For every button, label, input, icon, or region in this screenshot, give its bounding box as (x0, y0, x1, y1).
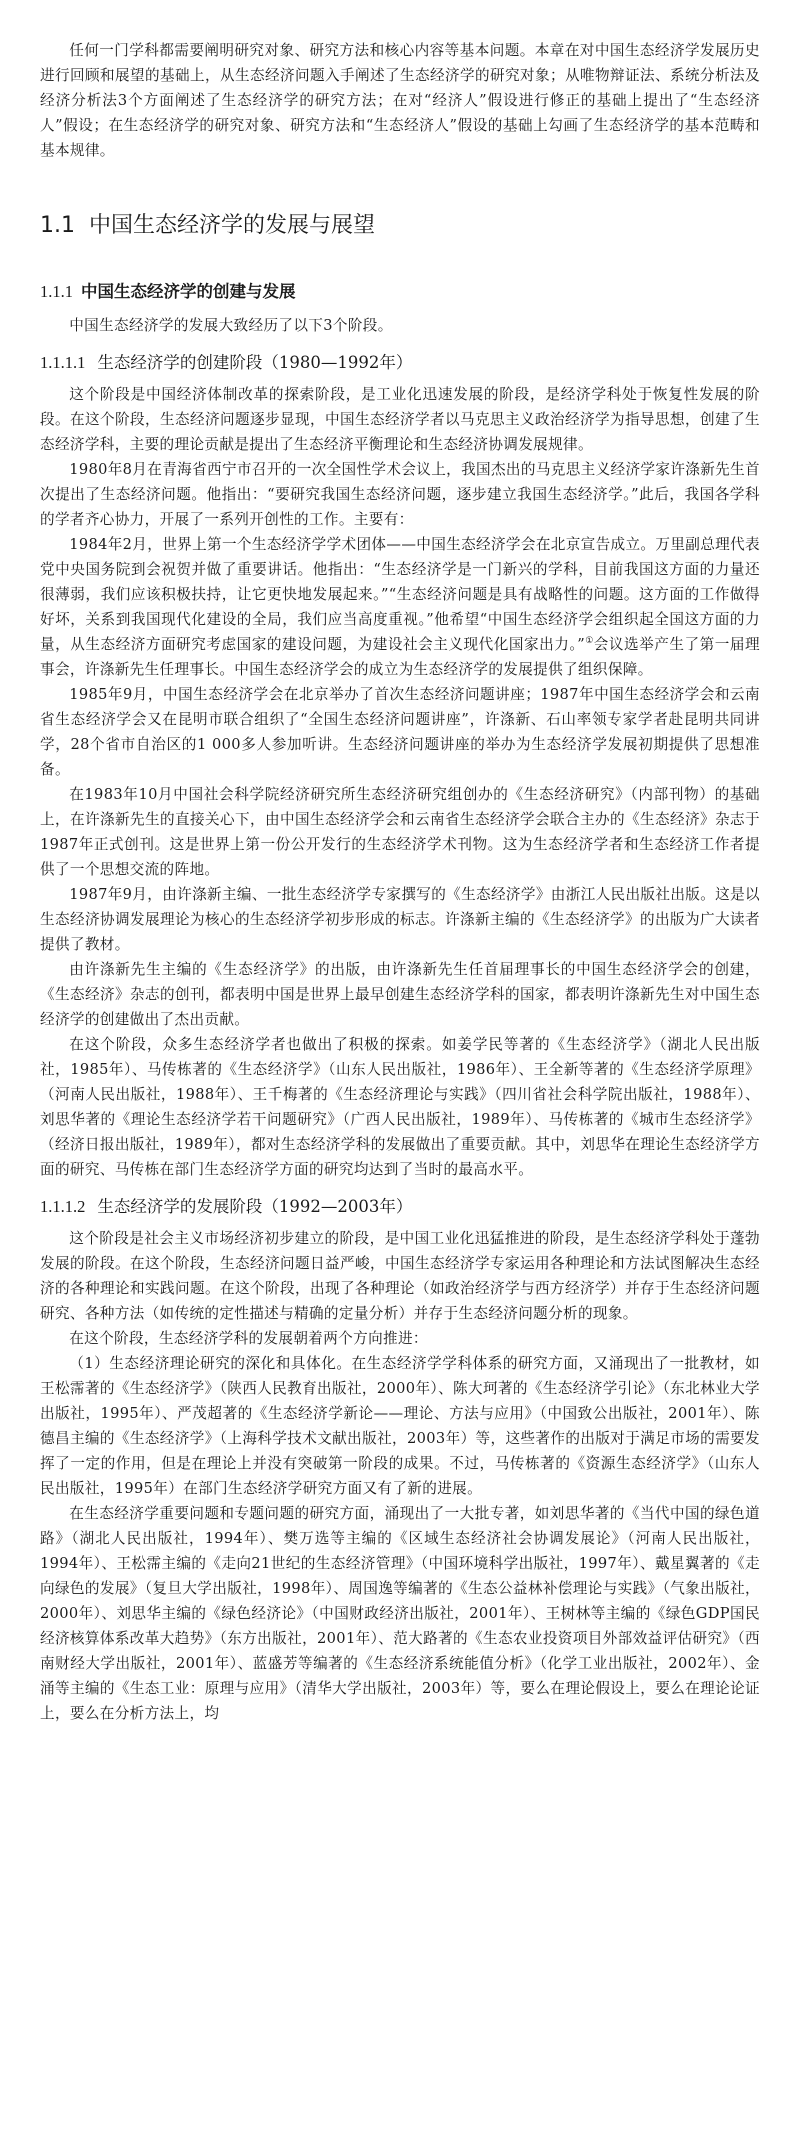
stage1-heading (40, 350, 760, 376)
stage2-paragraph: （1）生态经济理论研究的深化和具体化。在生态经济学学科体系的研究方面，又涌现出了一批教材，如王松霈著的《生态经济学》（陕西人民教育出版社，2000年）、陈大珂著的《生态经济学引论》（东北林业大学出版社，1995年）、严茂超著的《生态经济学新论——理论、方法与应用》（中国致公出版社，2001年）、陈德昌主编的《生态经济学》（上海科学技术文献出版社，2003年）等，这些著作的出版对于满足市场的需要发挥了一定的作用，但是在理论上并没有突破第一阶段的成果。不过，马传栋著的《资源生态经济学》（山东人民出版社，1995年）在部门生态经济学研究方面又有了新的进展。 (40, 1355, 760, 1497)
stage2-heading (40, 1194, 760, 1220)
stage1-paragraph: 1985年9月，中国生态经济学会在北京举办了首次生态经济问题讲座；1987年中国生态经济学会和云南省生态经济学会又在昆明市联合组织了“全国生态经济问题讲座”，许涤新、石山率领专家学者赴昆明共同讲学，28个省市自治区的1 000多人参加听讲。生态经济问题讲座的举办为生态经济学发展初期提供了思想准备。 (40, 686, 760, 778)
section-title: 中国生态经济学的发展与展望 (89, 213, 376, 238)
subsection-lead: 中国生态经济学的发展大致经历了以下3个阶段。 (69, 317, 393, 334)
stage1-paragraph: 1987年9月，由许涤新主编、一批生态经济学专家撰写的《生态经济学》由浙江人民出版社出版。这是以生态经济协调发展理论为核心的生态经济学初步形成的标志。许涤新主编的《生态经济学》的出版为广大读者提供了教材。 (40, 886, 760, 953)
stage2-paragraph: 在生态经济学重要问题和专题问题的研究方面，涌现出了一大批专著，如刘思华著的《当代中国的绿色道路》（湖北人民出版社，1994年）、樊万选等主编的《区域生态经济社会协调发展论》（河南人民出版社，1994年）、王松霈主编的《走向21世纪的生态经济管理》（中国环境科学出版社，1997年）、戴星翼著的《走向绿色的发展》（复旦大学出版社，1998年）、周国逸等编著的《生态公益林补偿理论与实践》（气象出版社，2000年）、刘思华主编的《绿色经济论》（中国财政经济出版社，2001年）、王树林等主编的《绿色GDP国民经济核算体系改革大趋势》（东方出版社，2001年）、范大路著的《生态农业投资项目外部效益评估研究》（西南财经大学出版社，2001年）、蓝盛芳等编著的《生态经济系统能值分析》（化学工业出版社，2002年）、金涌等主编的《生态工业：原理与应用》（清华大学出版社，2003年）等，要么在理论假设上，要么在理论论证上，要么在分析方法上，均 (40, 1505, 760, 1722)
footnote-marker: ① (585, 636, 594, 647)
stage2-paragraph: 这个阶段是社会主义市场经济初步建立的阶段，是中国工业化迅猛推进的阶段，是生态经济学科处于蓬勃发展的阶段。在这个阶段，生态经济问题日益严峻，中国生态经济学专家运用各种理论和方法试图解决生态经济的各种理论和实践问题。在这个阶段，出现了各种理论（如政治经济学与西方经济学）并存于生态经济问题研究、各种方法（如传统的定性描述与精确的定量分析）并存于生态经济问题分析的现象。 (40, 1230, 760, 1322)
stage2-number: 1.1.1.2 (40, 1197, 86, 1216)
subsection-number: 1.1.1 (40, 282, 73, 301)
stage1-paragraph: 在1983年10月中国社会科学院经济研究所生态经济研究组创办的《生态经济研究》（内部刊物）的基础上，在许涤新先生的直接关心下，由中国生态经济学会和云南省生态经济学会联合主办的《生态经济》杂志于1987年正式创刊。这是世界上第一份公开发行的生态经济学术刊物。这为生态经济学者和生态经济工作者提供了一个思想交流的阵地。 (40, 786, 760, 878)
chapter-intro: 任何一门学科都需要阐明研究对象、研究方法和核心内容等基本问题。本章在对中国生态经济学发展历史进行回顾和展望的基础上，从生态经济问题入手阐述了生态经济学的研究对象；从唯物辩证法、系统分析法及经济分析法3个方面阐述了生态经济学的研究方法；在对“经济人”假设进行修正的基础上提出了“生态经济人”假设；在生态经济学的研究对象、研究方法和“生态经济人”假设的基础上勾画了生态经济学的基本范畴和基本规律。 (40, 42, 760, 159)
stage1-paragraph-text: 1984年2月，世界上第一个生态经济学学术团体——中国生态经济学会在北京宣告成立。万里副总理代表党中央国务院到会祝贺并做了重要讲话。他指出：“生态经济学是一门新兴的学科，目前我国这方面的力量还很薄弱，我们应该积极扶持，让它更快地发展起来。”“生态经济问题是具有战略性的问题。这方面的工作做得好坏，关系到我国现代化建设的全局，我们应当高度重视。”他希望“中国生态经济学会组织起全国这方面的力量，从生态经济方面研究考虑国家的建设问题，为建设社会主义现代化国家出力。” (40, 536, 760, 653)
stage2-paragraph: 在这个阶段，生态经济学科的发展朝着两个方向推进： (69, 1330, 428, 1347)
stage2-title: 生态经济学的发展阶段（1992—2003年） (97, 1197, 413, 1216)
section-heading (40, 211, 760, 241)
stage1-paragraph: 在这个阶段，众多生态经济学者也做出了积极的探索。如姜学民等著的《生态经济学》（湖北人民出版社，1985年）、马传栋著的《生态经济学》（山东人民出版社，1986年）、王全新等著的《生态经济学原理》（河南人民出版社，1988年）、王千梅著的《生态经济理论与实践》（四川省社会科学院出版社，1988年）、刘思华著的《理论生态经济学若干问题研究》（广西人民出版社，1989年）、马传栋著的《城市生态经济学》（经济日报出版社，1989年），都对生态经济学科的发展做出了重要贡献。其中，刘思华在理论生态经济学方面的研究、马传栋在部门生态经济学方面的研究均达到了当时的最高水平。 (40, 1036, 760, 1178)
stage1-paragraph: 1980年8月在青海省西宁市召开的一次全国性学术会议上，我国杰出的马克思主义经济学家许涤新先生首次提出了生态经济问题。他指出：“要研究我国生态经济问题，逐步建立我国生态经济学。”此后，我国各学科的学者齐心协力，开展了一系列开创性的工作。主要有： (40, 461, 760, 528)
stage1-paragraph: 这个阶段是中国经济体制改革的探索阶段，是工业化迅速发展的阶段，是经济学科处于恢复性发展的阶段。在这个阶段，生态经济问题逐步显现，中国生态经济学者以马克思主义政治经济学为指导思想，创建了生态经济学科，主要的理论贡献是提出了生态经济平衡理论和生态经济协调发展规律。 (40, 386, 760, 453)
document-page (40, 0, 760, 2139)
stage1-title: 生态经济学的创建阶段（1980—1992年） (97, 353, 413, 372)
section-number: 1.1 (40, 213, 75, 238)
stage1-number: 1.1.1.1 (40, 353, 86, 372)
subsection-title: 中国生态经济学的创建与发展 (81, 282, 296, 301)
stage1-paragraph-text: 会议选举产生了第一届理事会，许涤新先生任理事长。中国生态经济学会的成立为生态经济学的发展提供了组织保障。 (40, 636, 760, 678)
subsection-heading (40, 279, 760, 305)
stage1-paragraph: 由许涤新先生主编的《生态经济学》的出版，由许涤新先生任首届理事长的中国生态经济学会的创建，《生态经济》杂志的创刊，都表明中国是世界上最早创建生态经济学科的国家，都表明许涤新先生对中国生态经济学的创建做出了杰出贡献。 (40, 961, 760, 1028)
stage1-paragraph-with-footnote (40, 532, 760, 682)
